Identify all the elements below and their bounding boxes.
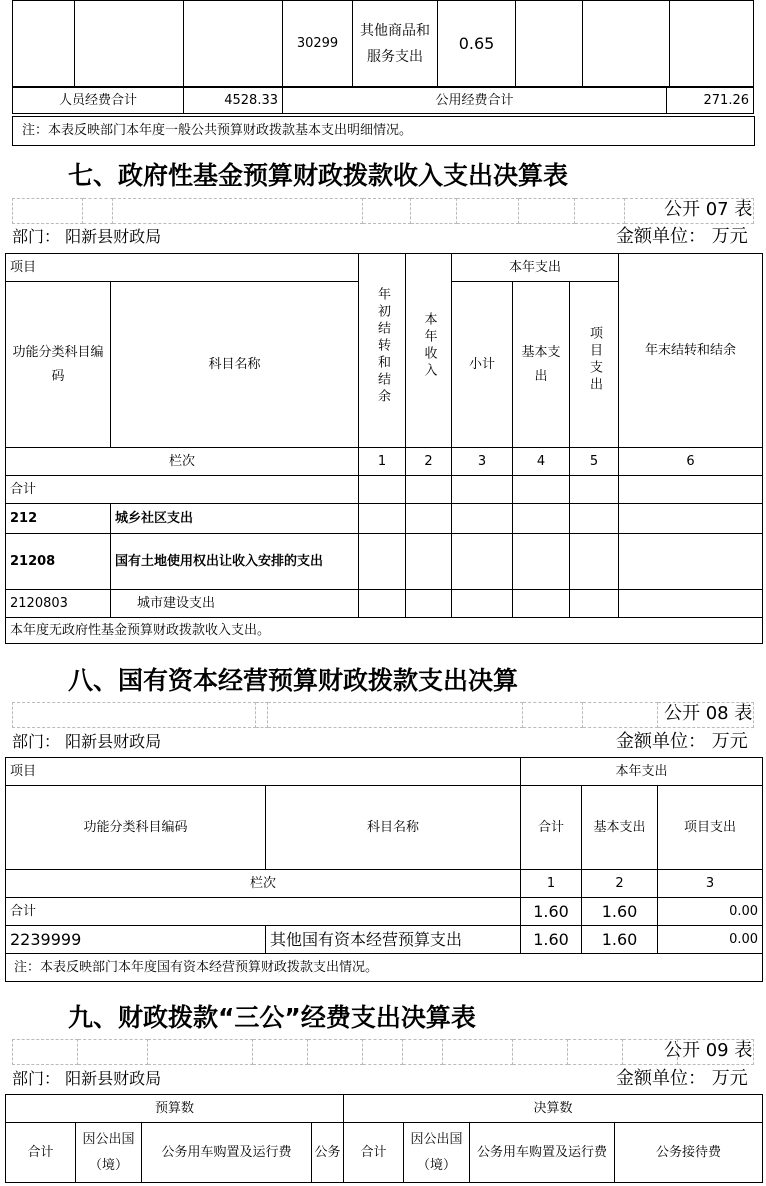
sec8-name-header: 科目名称 <box>266 786 521 870</box>
sec7-seq-6: 6 <box>619 448 763 476</box>
sec7-subtotal-header: 小计 <box>452 282 513 448</box>
sec8-row-basic: 1.60 <box>582 926 658 954</box>
sec8-form-no: 公开 08 表 <box>664 703 753 724</box>
table-row <box>6 590 763 618</box>
sec8-total-project: 0.00 <box>658 898 763 926</box>
sec7-end-header: 年末结转和结余 <box>619 254 763 448</box>
sec8-note: 注：本表反映部门本年度国有资本经营预算财政拨款支出情况。 <box>6 954 763 982</box>
sec8-total-header: 合计 <box>521 786 582 870</box>
sec7-project-header: 项目支出 <box>570 282 619 448</box>
sec7-title: 七、政府性基金预算财政拨款收入支出决算表 <box>68 161 569 190</box>
public-label: 公用经费合计 <box>283 88 667 114</box>
sec7-form-no: 公开 07 表 <box>664 199 753 220</box>
sec7-begin-header: 年初结转和结余 <box>359 254 406 448</box>
sec7-dashed-row <box>12 198 754 224</box>
table-row <box>6 504 763 534</box>
table-row <box>6 898 763 926</box>
sec8-total-basic: 1.60 <box>582 898 658 926</box>
sec8-title: 八、国有资本经营预算财政拨款支出决算 <box>68 666 519 695</box>
sec8-seq-label: 栏次 <box>6 870 521 898</box>
sec7-unit: 金额单位： 万元 <box>616 226 748 247</box>
sec9-unit: 金额单位： 万元 <box>616 1068 748 1089</box>
sec8-code-header: 功能分类科目编码 <box>6 786 266 870</box>
personnel-label: 人员经费合计 <box>13 88 184 114</box>
sec9-form-no: 公开 09 表 <box>664 1040 753 1061</box>
sec6-summary-table <box>12 87 754 114</box>
sec8-expense-header: 本年支出 <box>521 758 763 786</box>
sec8-dashed-row <box>12 702 754 728</box>
sec9-actual-header: 决算数 <box>344 1095 763 1123</box>
personnel-value: 4528.33 <box>184 88 283 114</box>
sec7-seq-3: 3 <box>452 448 513 476</box>
sec7-row-name: 城市建设支出 <box>111 590 359 618</box>
sec9-dept: 部门： 阳新县财政局 <box>12 1069 162 1088</box>
sec9-budget-vehicle: 公务用车购置及运行费 <box>142 1123 312 1183</box>
sec8-dept: 部门： 阳新县财政局 <box>12 732 162 751</box>
sec8-row-project: 0.00 <box>658 926 763 954</box>
sec9-title: 九、财政拨款“三公”经费支出决算表 <box>68 1003 476 1032</box>
sec8-seq-3: 3 <box>658 870 763 898</box>
sec7-seq-2: 2 <box>406 448 452 476</box>
sec9-dashed-row <box>12 1039 754 1065</box>
sec7-basic-header: 基本支出 <box>513 282 570 448</box>
sec6-row-code: 30299 <box>283 1 353 87</box>
sec9-actual-total: 合计 <box>344 1123 404 1183</box>
sec6-note: 注：本表反映部门本年度一般公共预算财政拨款基本支出明细情况。 <box>22 123 413 138</box>
sec9-actual-vehicle: 公务用车购置及运行费 <box>470 1123 615 1183</box>
sec8-row-code: 2239999 <box>6 926 266 954</box>
sec8-table <box>5 757 763 982</box>
sec7-row-name: 国有土地使用权出让收入安排的支出 <box>111 534 359 590</box>
sec7-income-header: 本年收入 <box>406 254 452 448</box>
sec8-unit: 金额单位： 万元 <box>616 731 748 752</box>
sec9-budget-total: 合计 <box>6 1123 76 1183</box>
sec6-detail-table <box>12 0 754 87</box>
sec9-table <box>5 1094 763 1183</box>
sec8-seq-2: 2 <box>582 870 658 898</box>
sec6-row-name: 其他商品和服务支出 <box>353 1 438 87</box>
sec7-expense-header: 本年支出 <box>452 254 619 282</box>
sec9-budget-reception: 公务 <box>312 1123 344 1183</box>
sec7-seq-5: 5 <box>570 448 619 476</box>
sec9-budget-abroad: 因公出国（境） <box>76 1123 142 1183</box>
sec7-code-header: 功能分类科目编码 <box>6 282 111 448</box>
sec6-row-value: 0.65 <box>438 1 516 87</box>
public-value: 271.26 <box>667 88 754 114</box>
sec7-note: 本年度无政府性基金预算财政拨款收入支出。 <box>6 618 763 644</box>
sec7-table <box>5 253 763 644</box>
sec8-item-header: 项目 <box>6 758 521 786</box>
table-row <box>6 926 763 954</box>
sec7-item-header: 项目 <box>6 254 359 282</box>
sec8-row-total: 1.60 <box>521 926 582 954</box>
sec8-basic-header: 基本支出 <box>582 786 658 870</box>
sec8-project-header: 项目支出 <box>658 786 763 870</box>
sec7-name-header: 科目名称 <box>111 282 359 448</box>
sec8-row-name: 其他国有资本经营预算支出 <box>266 926 521 954</box>
sec8-total-label: 合计 <box>6 898 521 926</box>
sec8-total-value: 1.60 <box>521 898 582 926</box>
sec7-row-name: 城乡社区支出 <box>111 504 359 534</box>
sec9-actual-reception: 公务接待费 <box>615 1123 763 1183</box>
sec7-row-code: 21208 <box>6 534 111 590</box>
table-row <box>6 534 763 590</box>
sec7-row-code: 212 <box>6 504 111 534</box>
sec9-budget-header: 预算数 <box>6 1095 344 1123</box>
sec9-actual-abroad: 因公出国（境） <box>404 1123 470 1183</box>
sec7-seq-4: 4 <box>513 448 570 476</box>
sec7-seq-1: 1 <box>359 448 406 476</box>
sec7-row-code: 2120803 <box>6 590 111 618</box>
sec7-total-label: 合计 <box>6 476 359 504</box>
sec8-seq-1: 1 <box>521 870 582 898</box>
sec7-seq-label: 栏次 <box>6 448 359 476</box>
sec7-dept: 部门： 阳新县财政局 <box>12 227 162 246</box>
